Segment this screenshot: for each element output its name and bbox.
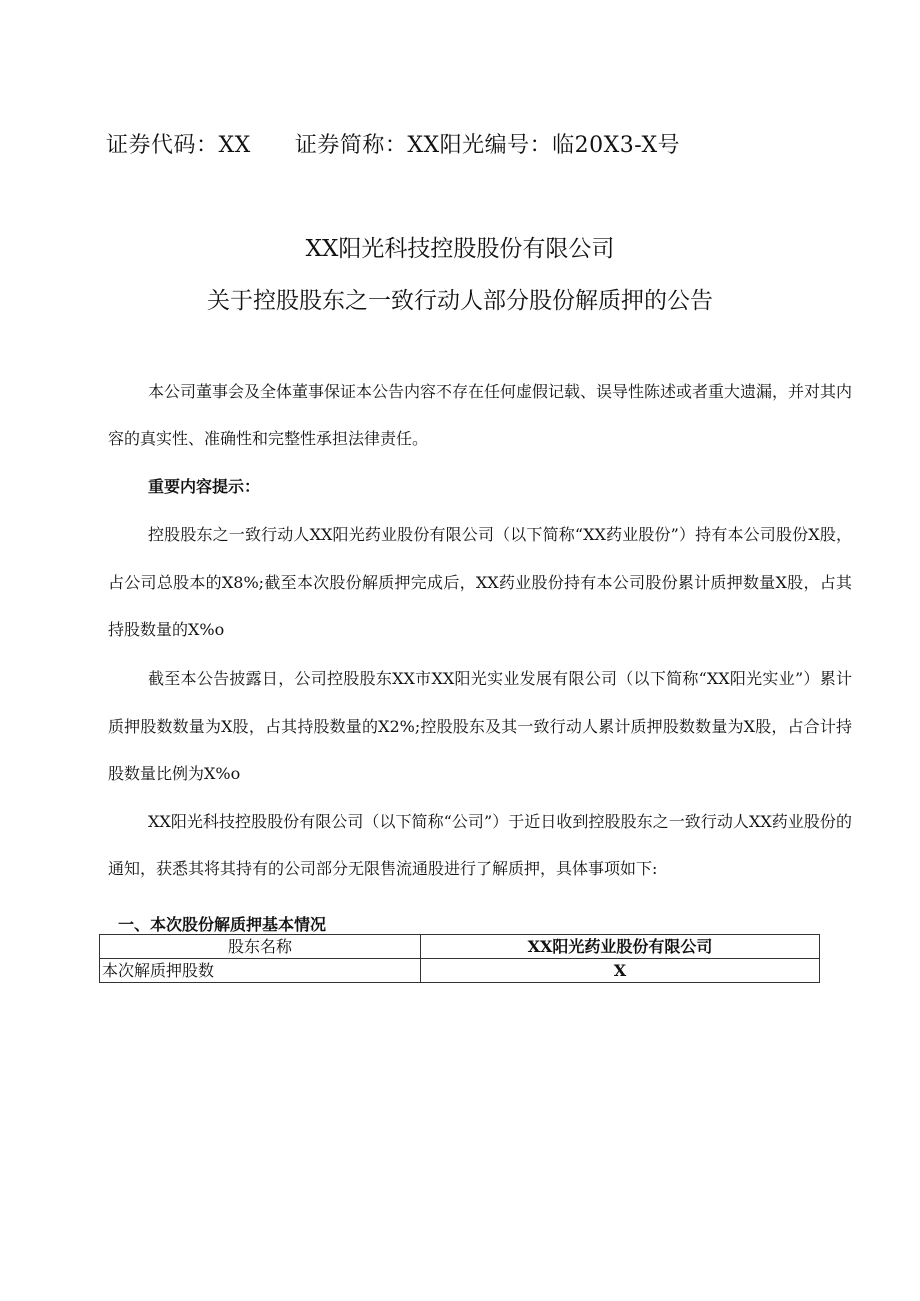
company-title: XX阳光科技控股股份有限公司 xyxy=(305,236,615,262)
table-cell: X xyxy=(421,959,820,983)
security-abbreviation: 证券简称：XX阳光编号：临20X3-X号 xyxy=(294,133,681,158)
table-header-cell: XX阳光药业股份有限公司 xyxy=(421,935,820,959)
table-row xyxy=(100,959,820,983)
pledge-release-table xyxy=(99,934,820,983)
highlight-paragraph-1: 控股股东之一致行动人XX阳光药业股份有限公司（以下简称“XX药业股份”）持有本公司股份X股，占公司总股本的X8%;截至本次股份解质押完成后，XX药业股份持有本公司股份累计质押数量X股，占其持股数量的X%o xyxy=(108,525,852,639)
section-heading: 一、本次股份解质押基本情况 xyxy=(118,915,327,934)
highlight-paragraph-2: 截至本公告披露日，公司控股股东XX市XX阳光实业发展有限公司（以下简称“XX阳光实业”）累计质押股数数量为X股，占其持股数量的X2%;控股股东及其一致行动人累计质押股数数量为X股，占合计持股数量比例为X%o xyxy=(108,669,852,783)
highlights-heading: 重要内容提示： xyxy=(148,477,261,496)
board-statement: 本公司董事会及全体董事保证本公告内容不存在任何虚假记载、误导性陈述或者重大遗漏，并对其内容的真实性、准确性和完整性承担法律责任。 xyxy=(108,382,853,448)
table-header-cell: 股东名称 xyxy=(100,935,421,959)
table-cell: 本次解质押股数 xyxy=(100,959,421,983)
security-code-line xyxy=(106,128,680,159)
notice-paragraph: XX阳光科技控股股份有限公司（以下简称“公司”）于近日收到控股股东之一致行动人XX药业股份的通知，获悉其将其持有的公司部分无限售流通股进行了解质押，具体事项如下: xyxy=(108,812,852,878)
announcement-title: 关于控股股东之一致行动人部分股份解质押的公告 xyxy=(207,288,713,314)
table-header-row xyxy=(100,935,820,959)
security-code: 证券代码：XX xyxy=(106,133,251,158)
